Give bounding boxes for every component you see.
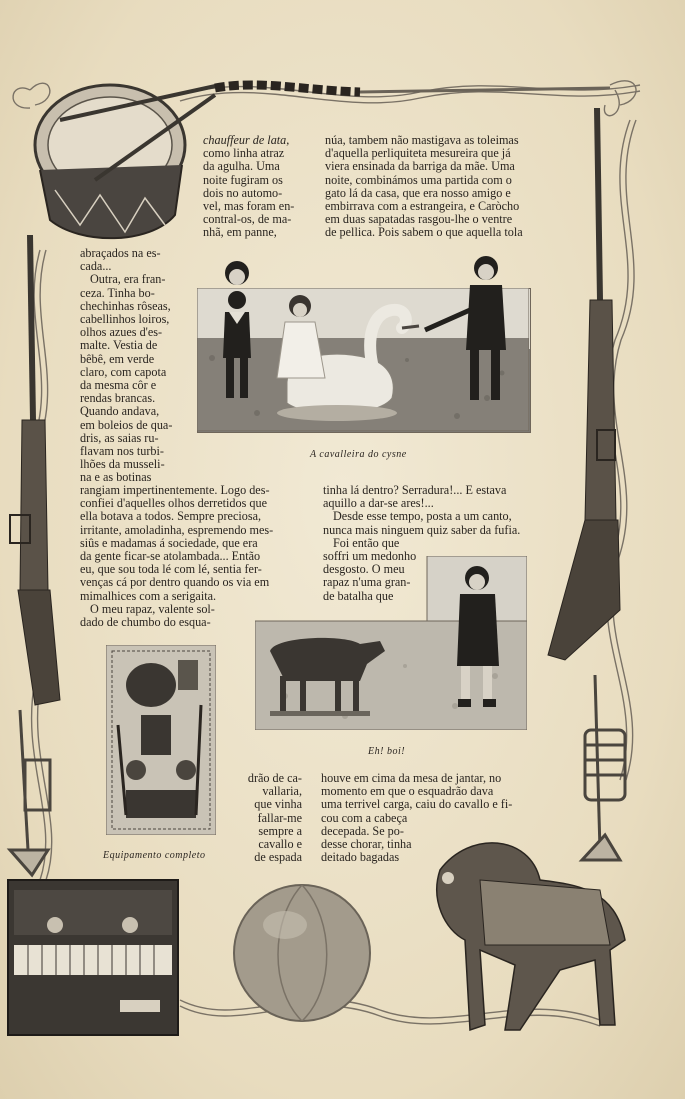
trumpet-left-illustration xyxy=(10,710,50,875)
text-line: flavam nos turbi- xyxy=(80,444,164,459)
text-line: Outra, era fran- xyxy=(90,272,166,287)
text-line: houve em cima da mesa de jantar, no xyxy=(321,771,502,785)
text-line: sempre a xyxy=(258,823,302,838)
text-line: noite, combinámos uma partida com o xyxy=(325,172,512,187)
text-line: de pellica. Pois sabem o que aquella tola xyxy=(325,225,523,240)
text-line: chechinhas rôseas, xyxy=(80,298,171,313)
text-line: d'aquella perliquiteta mesureira que já xyxy=(325,146,511,161)
text-line: abraçados na es- xyxy=(80,246,161,260)
text-line: cada... xyxy=(80,259,112,274)
text-column-bottom-right xyxy=(321,772,544,864)
caption-swan: A cavalleira do cysne xyxy=(310,449,407,460)
text-line: viera ensinada da barriga da mãe. Uma xyxy=(325,159,515,174)
text-line: contral-os, de ma- xyxy=(203,212,292,227)
text-line: como linha atraz xyxy=(203,146,285,161)
text-line: Foi então que xyxy=(333,535,400,550)
toy-piano-illustration xyxy=(8,880,178,1035)
text-line: rangiam impertinentemente. Logo des- xyxy=(80,483,270,497)
text-line: nunca mais ninguem quiz saber da fufia. xyxy=(323,522,521,537)
text-line: uma terrivel carga, caiu do cavallo e fi- xyxy=(321,797,513,812)
text-line: de espada xyxy=(254,850,302,865)
text-line: bêbê, em verde xyxy=(80,351,155,366)
text-line: embirrava com a estrangeira, e Caròcho xyxy=(325,199,520,214)
text-line: que vinha xyxy=(254,797,302,812)
text-line: vallaria, xyxy=(262,784,302,799)
text-line: tinha lá dentro? Serradura!... E estava xyxy=(323,483,507,497)
text-line: desgosto. O meu xyxy=(323,562,405,577)
whip-illustration xyxy=(215,85,610,92)
text-line: O meu rapaz, valente sol- xyxy=(90,601,215,616)
text-line: malte. Vestia de xyxy=(80,338,158,353)
text-line: venças cá por dentro quando os via em xyxy=(80,575,270,590)
text-line: noite fugiram os xyxy=(203,172,283,187)
text-line: ceza. Tinha bo- xyxy=(80,285,155,300)
text-line: aquillo a dar-se ares!... xyxy=(323,496,434,511)
text-line: Quando andava, xyxy=(80,404,160,419)
text-line: dois no automo- xyxy=(203,185,283,200)
text-column-top-left xyxy=(203,134,303,240)
text-line: chauffeur de lata, xyxy=(203,133,290,147)
photo-equipment xyxy=(106,645,216,835)
text-line: da agulha. Uma xyxy=(203,159,280,174)
text-line: núa, tambem não mastigava as toleimas xyxy=(325,133,519,147)
text-line: siûs e madamas á sociedade, que era xyxy=(80,535,258,550)
text-line: ella botava a todos. Sempre preciosa, xyxy=(80,509,262,524)
text-line: cabellinhos loiros, xyxy=(80,312,170,327)
text-line: rendas brancas. xyxy=(80,391,156,406)
rifle-right-illustration xyxy=(548,108,620,660)
toy-horse-illustration xyxy=(437,843,625,1030)
text-line: cavallo e xyxy=(258,837,302,852)
text-line: eu, que sou toda lé com lé, sentia fer- xyxy=(80,562,262,577)
text-line: dado de chumbo do esqua- xyxy=(80,615,211,630)
text-line: vel, mas foram en- xyxy=(203,199,295,214)
text-column-bottom-left xyxy=(240,772,302,864)
caption-equipment: Equipamento completo xyxy=(103,850,206,861)
text-line: claro, com capota xyxy=(80,364,167,379)
text-line: irritante, amoladinha, espremendo mes- xyxy=(80,522,274,537)
photo-calf xyxy=(255,556,527,730)
text-line: na e as botinas xyxy=(80,470,152,485)
text-line: soffri um medonho xyxy=(323,549,417,564)
text-line: mimalhices com a serigaita. xyxy=(80,588,217,603)
text-line: em boleios de qua- xyxy=(80,417,173,432)
caption-calf: Eh! boi! xyxy=(368,746,406,757)
standing-boy-right xyxy=(420,250,520,430)
text-line: em duas sapatadas rasgou-lhe o ventre xyxy=(325,212,513,227)
text-line: da mesma côr e xyxy=(80,378,157,393)
text-line: lhões da musseli- xyxy=(80,457,165,472)
text-line: confiei d'aquelles olhos derretidos que xyxy=(80,496,267,511)
text-line: Desde esse tempo, posta a um canto, xyxy=(333,509,512,524)
text-line: gato lá da casa, que era nosso amigo e xyxy=(325,185,511,200)
sailor-boy-head xyxy=(215,255,265,305)
text-line: rapaz n'uma gran- xyxy=(323,575,411,590)
text-line: decepada. Se po- xyxy=(321,823,404,838)
text-line: dris, as saias ru- xyxy=(80,430,159,445)
ball-illustration xyxy=(234,885,370,1021)
text-line: cou com a cabeça xyxy=(321,810,408,825)
text-line: momento em que o esquadrão dava xyxy=(321,784,494,799)
text-line: desse chorar, tinha xyxy=(321,837,412,852)
text-column-left-narrow xyxy=(80,247,180,485)
text-line: deitado bagadas xyxy=(321,850,400,865)
text-line: da gente ficar-se atolambada... Então xyxy=(80,549,261,564)
text-line: olhos azues d'es- xyxy=(80,325,163,340)
text-line: fallar-me xyxy=(257,810,302,825)
trumpet-right-illustration xyxy=(582,675,625,860)
drum-illustration xyxy=(35,85,220,238)
text-line: drão de ca- xyxy=(247,771,302,785)
text-line: de batalha que xyxy=(323,588,394,603)
text-line: nhã, em panne, xyxy=(203,225,277,240)
text-column-top-right xyxy=(325,134,547,240)
